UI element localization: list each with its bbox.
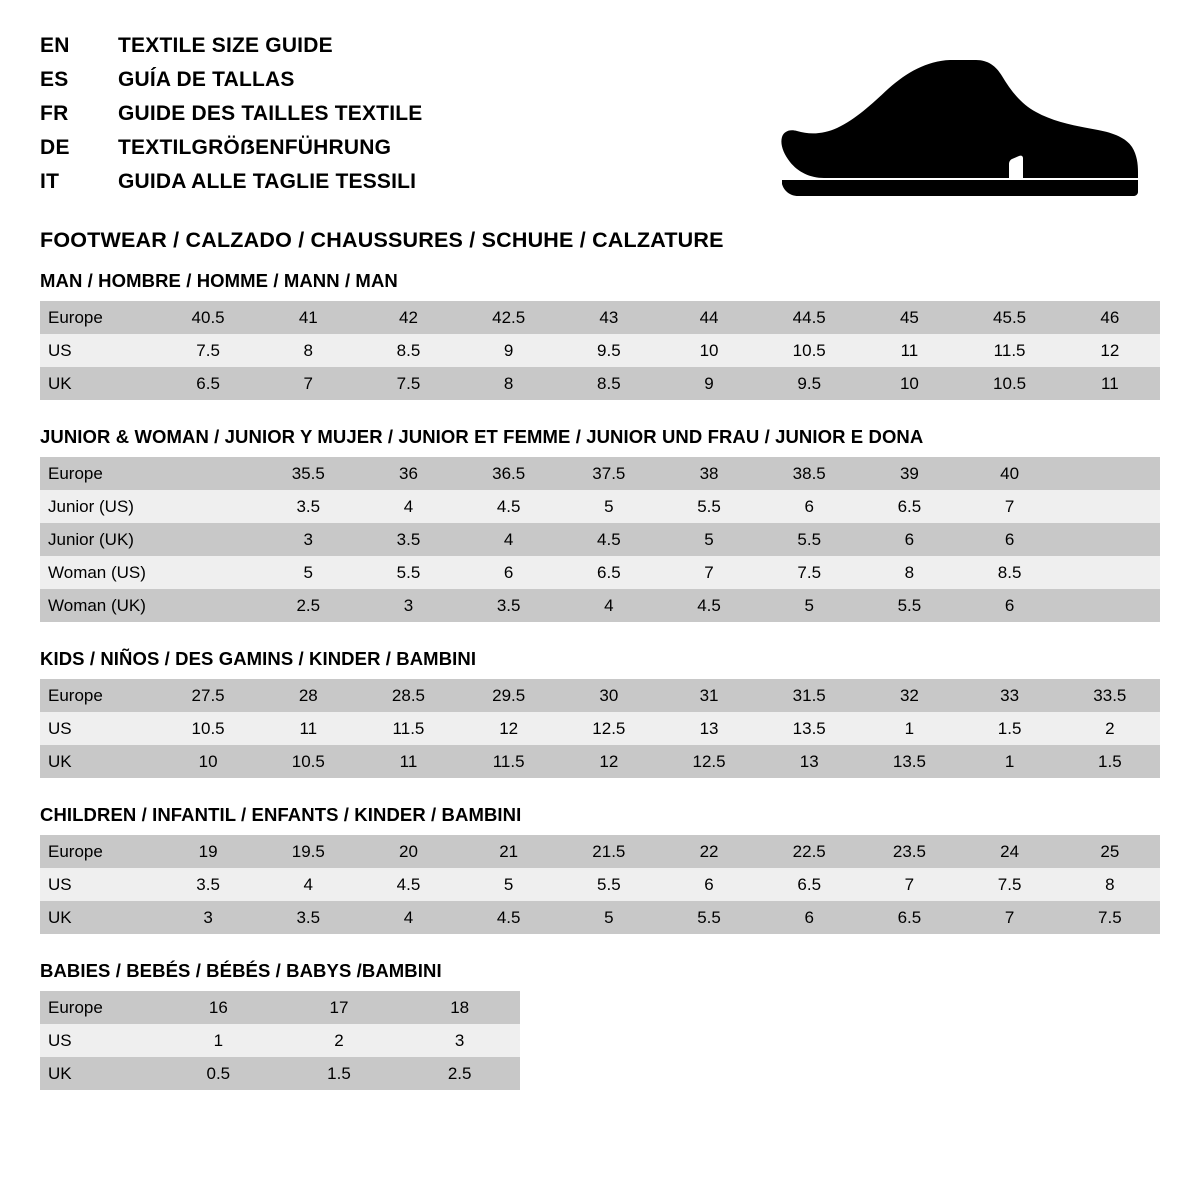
size-cell: 1 bbox=[859, 712, 959, 745]
section-title: CHILDREN / INFANTIL / ENFANTS / KINDER / BAMBINI bbox=[40, 804, 522, 825]
size-cell: 3.5 bbox=[258, 901, 358, 934]
language-title: GUIDE DES TAILLES TEXTILE bbox=[118, 102, 423, 125]
dress-shoe-icon bbox=[780, 52, 1140, 197]
language-title: GUIDA ALLE TAGLIE TESSILI bbox=[118, 170, 417, 193]
size-table bbox=[40, 457, 1160, 622]
size-table bbox=[40, 835, 1160, 934]
size-cell: 8.5 bbox=[559, 367, 659, 400]
language-code: EN bbox=[40, 34, 70, 57]
size-cell: 4.5 bbox=[358, 868, 458, 901]
size-cell: 23.5 bbox=[859, 835, 959, 868]
size-cell: 29.5 bbox=[459, 679, 559, 712]
size-cell: 11 bbox=[358, 745, 458, 778]
size-cell: 10 bbox=[659, 334, 759, 367]
size-cell: 10.5 bbox=[158, 712, 258, 745]
size-cell: 4.5 bbox=[459, 490, 559, 523]
size-cell: 3 bbox=[358, 589, 458, 622]
size-cell: 3.5 bbox=[459, 589, 559, 622]
size-cell: 41 bbox=[258, 301, 358, 334]
language-title: TEXTILE SIZE GUIDE bbox=[118, 34, 333, 57]
table-row bbox=[40, 868, 1160, 901]
size-section bbox=[40, 270, 1160, 400]
size-cell: 11.5 bbox=[358, 712, 458, 745]
section-title: BABIES / BEBÉS / BÉBÉS / BABYS /BAMBINI bbox=[40, 960, 442, 981]
size-cell: 22 bbox=[659, 835, 759, 868]
language-code: ES bbox=[40, 68, 69, 91]
size-cell: 6 bbox=[960, 523, 1060, 556]
size-cell: 3 bbox=[158, 901, 258, 934]
size-cell: 9 bbox=[659, 367, 759, 400]
section-title: KIDS / NIÑOS / DES GAMINS / KINDER / BAMBINI bbox=[40, 648, 477, 669]
table-row bbox=[40, 679, 1160, 712]
size-cell bbox=[1060, 589, 1160, 622]
size-table bbox=[40, 301, 1160, 400]
size-cell: 42.5 bbox=[459, 301, 559, 334]
size-cell: 10.5 bbox=[258, 745, 358, 778]
size-cell: 7 bbox=[859, 868, 959, 901]
size-cell: 12 bbox=[559, 745, 659, 778]
language-code: FR bbox=[40, 102, 69, 125]
size-cell: 4.5 bbox=[659, 589, 759, 622]
row-label: US bbox=[40, 712, 158, 745]
size-cell: 5.5 bbox=[859, 589, 959, 622]
row-label: Europe bbox=[40, 457, 158, 490]
size-cell: 4 bbox=[358, 490, 458, 523]
size-cell: 11.5 bbox=[960, 334, 1060, 367]
size-cell: 32 bbox=[859, 679, 959, 712]
size-cell: 7.5 bbox=[358, 367, 458, 400]
size-cell: 6.5 bbox=[759, 868, 859, 901]
row-label: US bbox=[40, 868, 158, 901]
table-row bbox=[40, 1057, 520, 1090]
size-cell: 5 bbox=[659, 523, 759, 556]
size-cell: 30 bbox=[559, 679, 659, 712]
size-cell: 31.5 bbox=[759, 679, 859, 712]
size-cell: 13.5 bbox=[759, 712, 859, 745]
size-cell: 8.5 bbox=[358, 334, 458, 367]
size-cell: 3 bbox=[399, 1024, 520, 1057]
row-label: US bbox=[40, 334, 158, 367]
size-cell: 31 bbox=[659, 679, 759, 712]
language-title: GUÍA DE TALLAS bbox=[118, 68, 295, 91]
size-cell: 5.5 bbox=[358, 556, 458, 589]
size-cell: 13 bbox=[759, 745, 859, 778]
size-cell: 21.5 bbox=[559, 835, 659, 868]
language-code: DE bbox=[40, 136, 70, 159]
size-cell: 20 bbox=[358, 835, 458, 868]
size-cell: 7 bbox=[659, 556, 759, 589]
table-row bbox=[40, 490, 1160, 523]
size-cell: 28.5 bbox=[358, 679, 458, 712]
size-cell bbox=[1060, 556, 1160, 589]
size-cell: 2.5 bbox=[399, 1057, 520, 1090]
size-cell: 25 bbox=[1060, 835, 1160, 868]
size-table bbox=[40, 991, 520, 1090]
size-cell: 3.5 bbox=[158, 868, 258, 901]
size-cell: 17 bbox=[279, 991, 400, 1024]
size-cell: 45 bbox=[859, 301, 959, 334]
size-cell: 44 bbox=[659, 301, 759, 334]
size-cell: 5.5 bbox=[559, 868, 659, 901]
size-cell: 22.5 bbox=[759, 835, 859, 868]
row-label: Europe bbox=[40, 991, 158, 1024]
row-label: UK bbox=[40, 745, 158, 778]
size-cell: 10 bbox=[859, 367, 959, 400]
table-row bbox=[40, 901, 1160, 934]
size-cell: 12 bbox=[1060, 334, 1160, 367]
size-cell: 42 bbox=[358, 301, 458, 334]
row-label: US bbox=[40, 1024, 158, 1057]
size-cell: 4 bbox=[258, 868, 358, 901]
table-row bbox=[40, 1024, 520, 1057]
size-cell: 7 bbox=[960, 901, 1060, 934]
size-cell: 6 bbox=[759, 901, 859, 934]
size-cell: 6.5 bbox=[158, 367, 258, 400]
size-cell: 16 bbox=[158, 991, 279, 1024]
size-cell: 6 bbox=[759, 490, 859, 523]
size-cell: 19 bbox=[158, 835, 258, 868]
section-title: JUNIOR & WOMAN / JUNIOR Y MUJER / JUNIOR ET FEMME / JUNIOR UND FRAU / JUNIOR E DONA bbox=[40, 426, 924, 447]
table-row bbox=[40, 334, 1160, 367]
size-cell: 5 bbox=[759, 589, 859, 622]
size-cell: 12 bbox=[459, 712, 559, 745]
size-cell: 45.5 bbox=[960, 301, 1060, 334]
language-code: IT bbox=[40, 170, 60, 193]
size-cell: 38 bbox=[659, 457, 759, 490]
size-cell: 7 bbox=[960, 490, 1060, 523]
table-row bbox=[40, 523, 1160, 556]
size-cell: 4 bbox=[459, 523, 559, 556]
size-cell: 4 bbox=[559, 589, 659, 622]
size-cell bbox=[1060, 523, 1160, 556]
row-label: Junior (UK) bbox=[40, 523, 158, 556]
size-cell: 46 bbox=[1060, 301, 1160, 334]
size-section bbox=[40, 804, 1160, 934]
row-label: Woman (US) bbox=[40, 556, 158, 589]
size-cell: 13.5 bbox=[859, 745, 959, 778]
size-cell: 9.5 bbox=[759, 367, 859, 400]
size-cell: 35.5 bbox=[258, 457, 358, 490]
size-cell: 12.5 bbox=[559, 712, 659, 745]
row-label: Europe bbox=[40, 835, 158, 868]
size-cell: 9 bbox=[459, 334, 559, 367]
size-cell: 6.5 bbox=[859, 490, 959, 523]
size-cell: 5.5 bbox=[659, 490, 759, 523]
row-label: Europe bbox=[40, 679, 158, 712]
size-cell: 8 bbox=[258, 334, 358, 367]
size-cell: 6 bbox=[459, 556, 559, 589]
size-cell: 36 bbox=[358, 457, 458, 490]
size-cell: 3 bbox=[258, 523, 358, 556]
table-row bbox=[40, 589, 1160, 622]
size-cell: 10 bbox=[158, 745, 258, 778]
table-row bbox=[40, 457, 1160, 490]
row-label: Junior (US) bbox=[40, 490, 158, 523]
size-cell: 6 bbox=[859, 523, 959, 556]
size-cell: 7.5 bbox=[960, 868, 1060, 901]
size-cell: 1 bbox=[960, 745, 1060, 778]
size-cell: 7.5 bbox=[158, 334, 258, 367]
size-cell: 2.5 bbox=[258, 589, 358, 622]
size-cell: 1.5 bbox=[279, 1057, 400, 1090]
size-cell: 9.5 bbox=[559, 334, 659, 367]
size-cell bbox=[158, 490, 258, 523]
row-label: UK bbox=[40, 367, 158, 400]
table-row bbox=[40, 835, 1160, 868]
row-label: UK bbox=[40, 1057, 158, 1090]
size-cell: 33.5 bbox=[1060, 679, 1160, 712]
size-cell: 1 bbox=[158, 1024, 279, 1057]
size-tables-container bbox=[40, 270, 1160, 1090]
size-cell: 8.5 bbox=[960, 556, 1060, 589]
size-cell: 36.5 bbox=[459, 457, 559, 490]
size-cell: 43 bbox=[559, 301, 659, 334]
size-cell: 11 bbox=[1060, 367, 1160, 400]
row-label: Europe bbox=[40, 301, 158, 334]
size-cell: 38.5 bbox=[759, 457, 859, 490]
size-cell: 18 bbox=[399, 991, 520, 1024]
size-table bbox=[40, 679, 1160, 778]
size-cell: 19.5 bbox=[258, 835, 358, 868]
size-cell: 13 bbox=[659, 712, 759, 745]
size-cell: 5.5 bbox=[759, 523, 859, 556]
size-cell: 10.5 bbox=[960, 367, 1060, 400]
size-cell bbox=[158, 457, 258, 490]
size-cell: 2 bbox=[279, 1024, 400, 1057]
size-section bbox=[40, 648, 1160, 778]
size-cell bbox=[158, 556, 258, 589]
size-cell: 40.5 bbox=[158, 301, 258, 334]
table-row bbox=[40, 301, 1160, 334]
size-cell: 6.5 bbox=[859, 901, 959, 934]
size-cell: 8 bbox=[1060, 868, 1160, 901]
size-cell: 6 bbox=[659, 868, 759, 901]
size-cell: 37.5 bbox=[559, 457, 659, 490]
size-cell: 7 bbox=[258, 367, 358, 400]
size-cell: 5 bbox=[559, 490, 659, 523]
table-row bbox=[40, 712, 1160, 745]
size-cell: 7.5 bbox=[759, 556, 859, 589]
section-title: MAN / HOMBRE / HOMME / MANN / MAN bbox=[40, 270, 398, 291]
size-section bbox=[40, 426, 1160, 622]
size-cell: 11 bbox=[258, 712, 358, 745]
size-cell: 5 bbox=[459, 868, 559, 901]
size-cell: 8 bbox=[859, 556, 959, 589]
size-cell: 39 bbox=[859, 457, 959, 490]
size-cell: 33 bbox=[960, 679, 1060, 712]
size-cell: 5 bbox=[258, 556, 358, 589]
size-cell: 2 bbox=[1060, 712, 1160, 745]
size-cell: 21 bbox=[459, 835, 559, 868]
size-cell: 11 bbox=[859, 334, 959, 367]
table-row bbox=[40, 991, 520, 1024]
size-cell: 3.5 bbox=[358, 523, 458, 556]
category-heading: FOOTWEAR / CALZADO / CHAUSSURES / SCHUHE / CALZATURE bbox=[40, 228, 724, 252]
size-cell: 40 bbox=[960, 457, 1060, 490]
size-cell: 8 bbox=[459, 367, 559, 400]
size-cell bbox=[158, 523, 258, 556]
size-cell: 1.5 bbox=[960, 712, 1060, 745]
size-cell: 0.5 bbox=[158, 1057, 279, 1090]
size-cell: 7.5 bbox=[1060, 901, 1160, 934]
language-title: TEXTILGRÖẞENFÜHRUNG bbox=[118, 136, 392, 159]
size-section bbox=[40, 960, 1160, 1090]
size-cell: 6 bbox=[960, 589, 1060, 622]
size-cell: 1.5 bbox=[1060, 745, 1160, 778]
size-cell bbox=[158, 589, 258, 622]
size-cell: 27.5 bbox=[158, 679, 258, 712]
table-row bbox=[40, 745, 1160, 778]
size-cell: 4.5 bbox=[459, 901, 559, 934]
size-cell: 10.5 bbox=[759, 334, 859, 367]
size-cell: 44.5 bbox=[759, 301, 859, 334]
size-cell: 6.5 bbox=[559, 556, 659, 589]
table-row bbox=[40, 556, 1160, 589]
size-cell: 3.5 bbox=[258, 490, 358, 523]
size-cell bbox=[1060, 490, 1160, 523]
row-label: UK bbox=[40, 901, 158, 934]
size-cell: 12.5 bbox=[659, 745, 759, 778]
size-cell: 28 bbox=[258, 679, 358, 712]
size-cell: 4.5 bbox=[559, 523, 659, 556]
size-cell: 4 bbox=[358, 901, 458, 934]
table-row bbox=[40, 367, 1160, 400]
size-cell: 5 bbox=[559, 901, 659, 934]
size-cell: 5.5 bbox=[659, 901, 759, 934]
size-cell: 24 bbox=[960, 835, 1060, 868]
row-label: Woman (UK) bbox=[40, 589, 158, 622]
header bbox=[40, 34, 1160, 252]
size-cell: 11.5 bbox=[459, 745, 559, 778]
size-cell bbox=[1060, 457, 1160, 490]
